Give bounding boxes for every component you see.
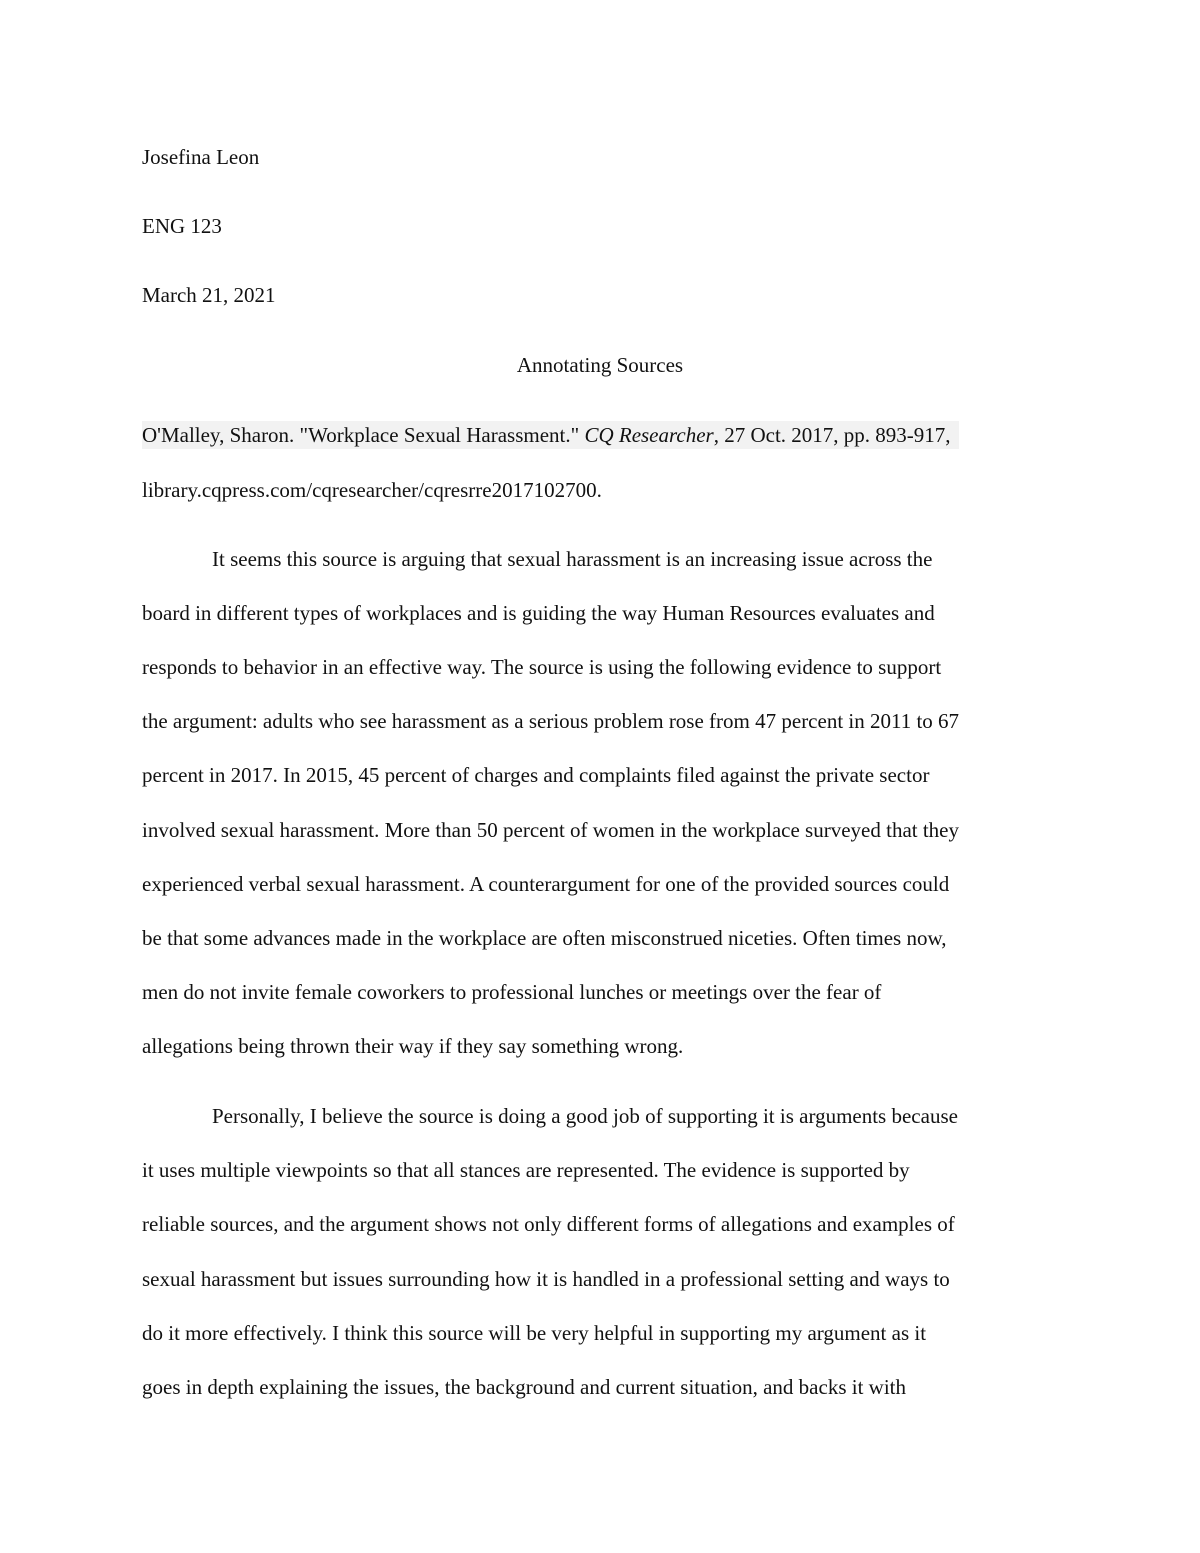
paragraph-1-line: allegations being thrown their way if they say something wrong.: [142, 1034, 684, 1058]
paragraph-2-line: reliable sources, and the argument shows not only different forms of allegations and examples of: [142, 1212, 955, 1236]
paragraph-1-line: It seems this source is arguing that sexual harassment is an increasing issue across the: [212, 547, 933, 571]
citation-highlight: [142, 421, 959, 449]
citation-author-title: O'Malley, Sharon. "Workplace Sexual Harassment.": [142, 423, 585, 447]
paragraph-1-line: responds to behavior in an effective way. The source is using the following evidence to support: [142, 655, 942, 679]
paragraph-2-line: it uses multiple viewpoints so that all stances are represented. The evidence is supported by: [142, 1158, 910, 1182]
paragraph-1-line: experienced verbal sexual harassment. A counterargument for one of the provided sources could: [142, 872, 950, 896]
paragraph-1-line: board in different types of workplaces and is guiding the way Human Resources evaluates and: [142, 601, 935, 625]
paragraph-2-line: do it more effectively. I think this source will be very helpful in supporting my argument as it: [142, 1321, 927, 1345]
paragraph-2-line: Personally, I believe the source is doing a good job of supporting it is arguments because: [212, 1104, 958, 1128]
course-name: ENG 123: [142, 214, 222, 238]
citation-details: , 27 Oct. 2017, pp. 893-917,: [713, 423, 951, 447]
paragraph-1-line: be that some advances made in the workplace are often misconstrued niceties. Often times now,: [142, 926, 947, 950]
paragraph-2-line: sexual harassment but issues surrounding how it is handled in a professional setting and ways to: [142, 1267, 950, 1291]
paragraph-1-line: percent in 2017. In 2015, 45 percent of charges and complaints filed against the private sector: [142, 763, 930, 787]
paragraph-2-line: goes in depth explaining the issues, the background and current situation, and backs it with: [142, 1375, 906, 1399]
paragraph-1-line: involved sexual harassment. More than 50 percent of women in the workplace surveyed that they: [142, 818, 960, 842]
paragraph-1-line: the argument: adults who see harassment as a serious problem rose from 47 percent in 2011 to 67: [142, 709, 960, 733]
student-name: Josefina Leon: [142, 145, 260, 169]
citation-journal: CQ Researcher: [584, 423, 714, 447]
assignment-date: March 21, 2021: [142, 283, 276, 307]
document-title: Annotating Sources: [516, 353, 684, 377]
citation-line-1: [142, 421, 959, 449]
paragraph-1-line: men do not invite female coworkers to professional lunches or meetings over the fear of: [142, 980, 882, 1004]
citation-url: library.cqpress.com/cqresearcher/cqresrre2017102700.: [142, 478, 602, 502]
